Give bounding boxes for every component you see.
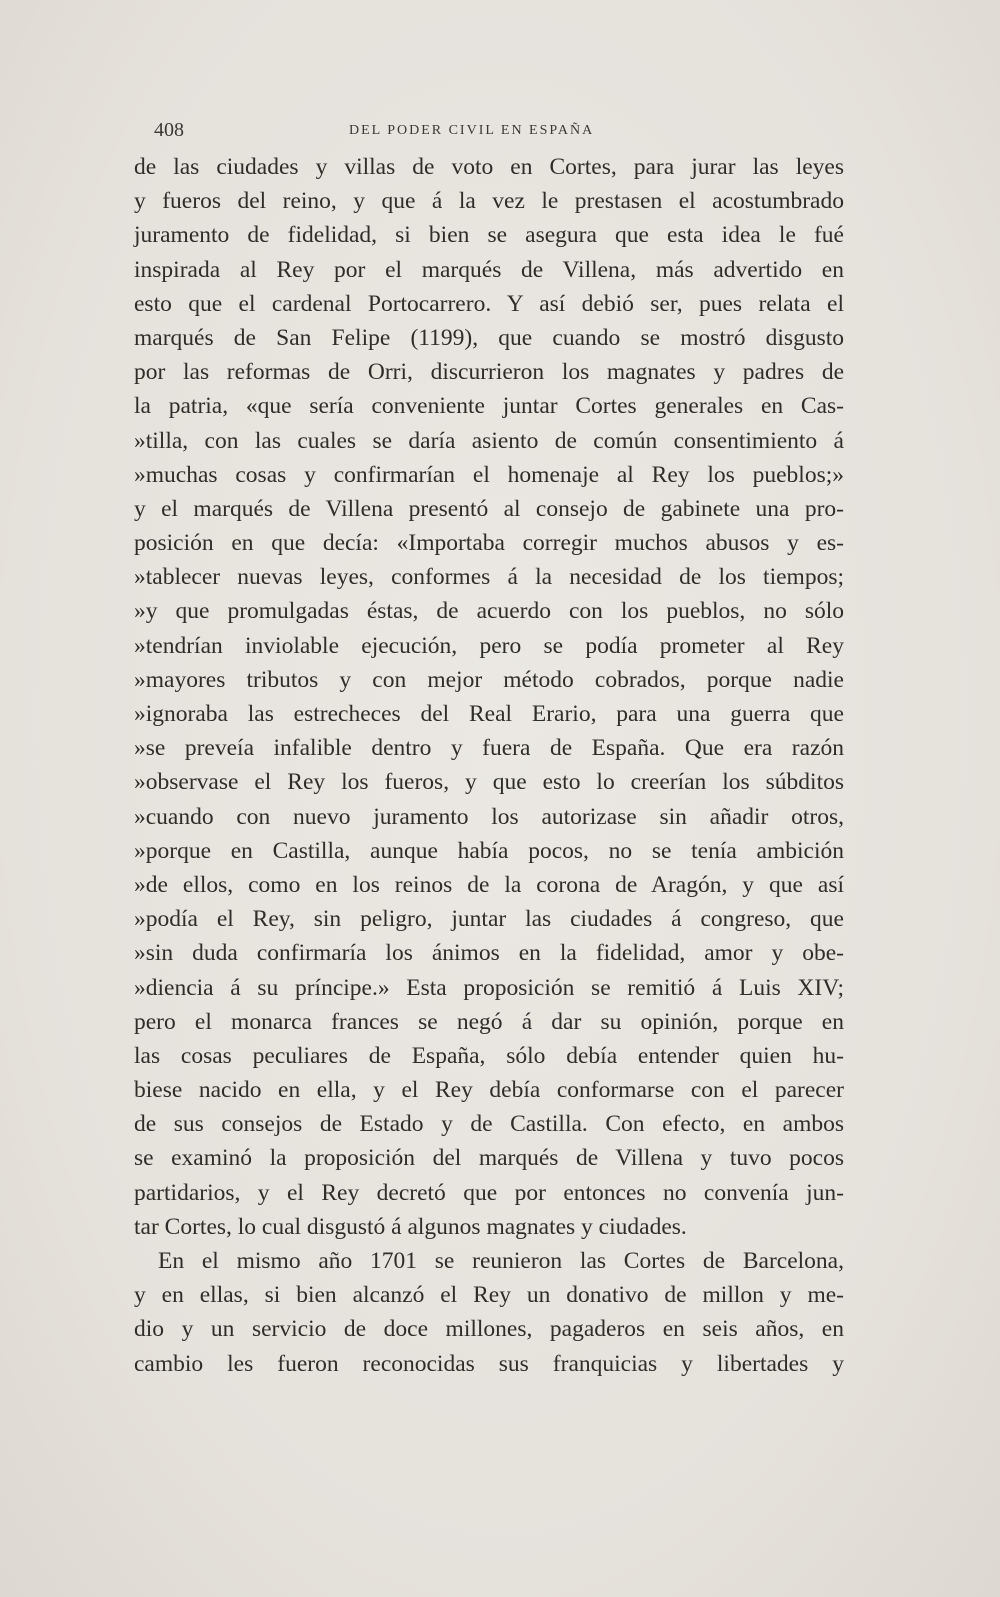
text-line: se examinó la proposición del marqués de Villena y tuvo pocos — [134, 1145, 844, 1172]
text-line: la patria, «que sería conveniente juntar Cortes generales en Cas- — [134, 393, 844, 420]
text-line: dio y un servicio de doce millones, pagaderos en seis años, en — [134, 1316, 844, 1343]
text-line: »tablecer nuevas leyes, conformes á la necesidad de los tiempos; — [134, 564, 844, 591]
paragraph-end-line: tar Cortes, lo cual disgustó á algunos magnates y ciudades. — [134, 1213, 687, 1240]
text-line: biese nacido en ella, y el Rey debía conformarse con el parecer — [134, 1077, 844, 1104]
text-line: »cuando con nuevo juramento los autorizase sin añadir otros, — [134, 803, 844, 830]
text-line: »se preveía infalible dentro y fuera de España. Que era razón — [134, 735, 844, 762]
text-line: y el marqués de Villena presentó al consejo de gabinete una pro- — [134, 495, 844, 522]
text-line: y fueros del reino, y que á la vez le prestasen el acostumbrado — [134, 188, 844, 215]
page-header — [154, 117, 624, 147]
text-line: »observase el Rey los fueros, y que esto lo creerían los súbditos — [134, 769, 844, 796]
text-line: »ignoraba las estrecheces del Real Erario, para una guerra que — [134, 701, 844, 727]
text-line: »de ellos, como en los reinos de la corona de Aragón, y que así — [134, 871, 844, 898]
text-line: inspirada al Rey por el marqués de Villena, más advertido en — [134, 256, 844, 283]
text-line: juramento de fidelidad, si bien se asegura que esta idea le fué — [134, 222, 844, 249]
text-line: marqués de San Felipe (1199), que cuando se mostró disgusto — [134, 324, 844, 351]
text-line: »tendrían inviolable ejecución, pero se podía prometer al Rey — [134, 632, 844, 659]
paragraph-start-line: En el mismo año 1701 se reunieron las Cortes de Barcelona, — [158, 1248, 844, 1274]
text-line: de sus consejos de Estado y de Castilla. Con efecto, en ambos — [134, 1111, 844, 1138]
text-line: esto que el cardenal Portocarrero. Y así debió ser, pues relata el — [134, 290, 844, 317]
text-line: »sin duda confirmaría los ánimos en la fidelidad, amor y obe- — [134, 940, 844, 967]
text-line: »diencia á su príncipe.» Esta proposición se remitió á Luis XIV; — [134, 974, 844, 1001]
text-line: »muchas cosas y confirmarían el homenaje al Rey los pueblos;» — [134, 461, 844, 488]
text-line: »mayores tributos y con mejor método cobrados, porque nadie — [134, 666, 844, 693]
text-line: partidarios, y el Rey decretó que por entonces no convenía jun- — [134, 1179, 844, 1206]
text-line: por las reformas de Orri, discurrieron los magnates y padres de — [134, 359, 844, 386]
text-line: »porque en Castilla, aunque había pocos, no se tenía ambición — [134, 837, 844, 864]
text-line: cambio les fueron reconocidas sus franquicias y libertades y — [134, 1350, 844, 1377]
text-line: de las ciudades y villas de voto en Cortes, para jurar las leyes — [134, 154, 844, 180]
running-title: DEL PODER CIVIL EN ESPAÑA — [349, 123, 595, 138]
text-line: las cosas peculiares de España, sólo debía entender quien hu- — [134, 1042, 844, 1069]
page-number: 408 — [154, 119, 184, 141]
text-line: »y que promulgadas éstas, de acuerdo con los pueblos, no sólo — [134, 598, 844, 625]
text-line: pero el monarca frances se negó á dar su opinión, porque en — [134, 1008, 844, 1035]
text-line: y en ellas, si bien alcanzó el Rey un donativo de millon y me- — [134, 1282, 844, 1309]
text-line: posición en que decía: «Importaba corregir muchos abusos y es- — [134, 530, 844, 557]
text-line: »tilla, con las cuales se daría asiento de común consentimiento á — [134, 427, 844, 454]
text-line: »podía el Rey, sin peligro, juntar las ciudades á congreso, que — [134, 906, 844, 933]
body-text — [134, 150, 844, 1381]
